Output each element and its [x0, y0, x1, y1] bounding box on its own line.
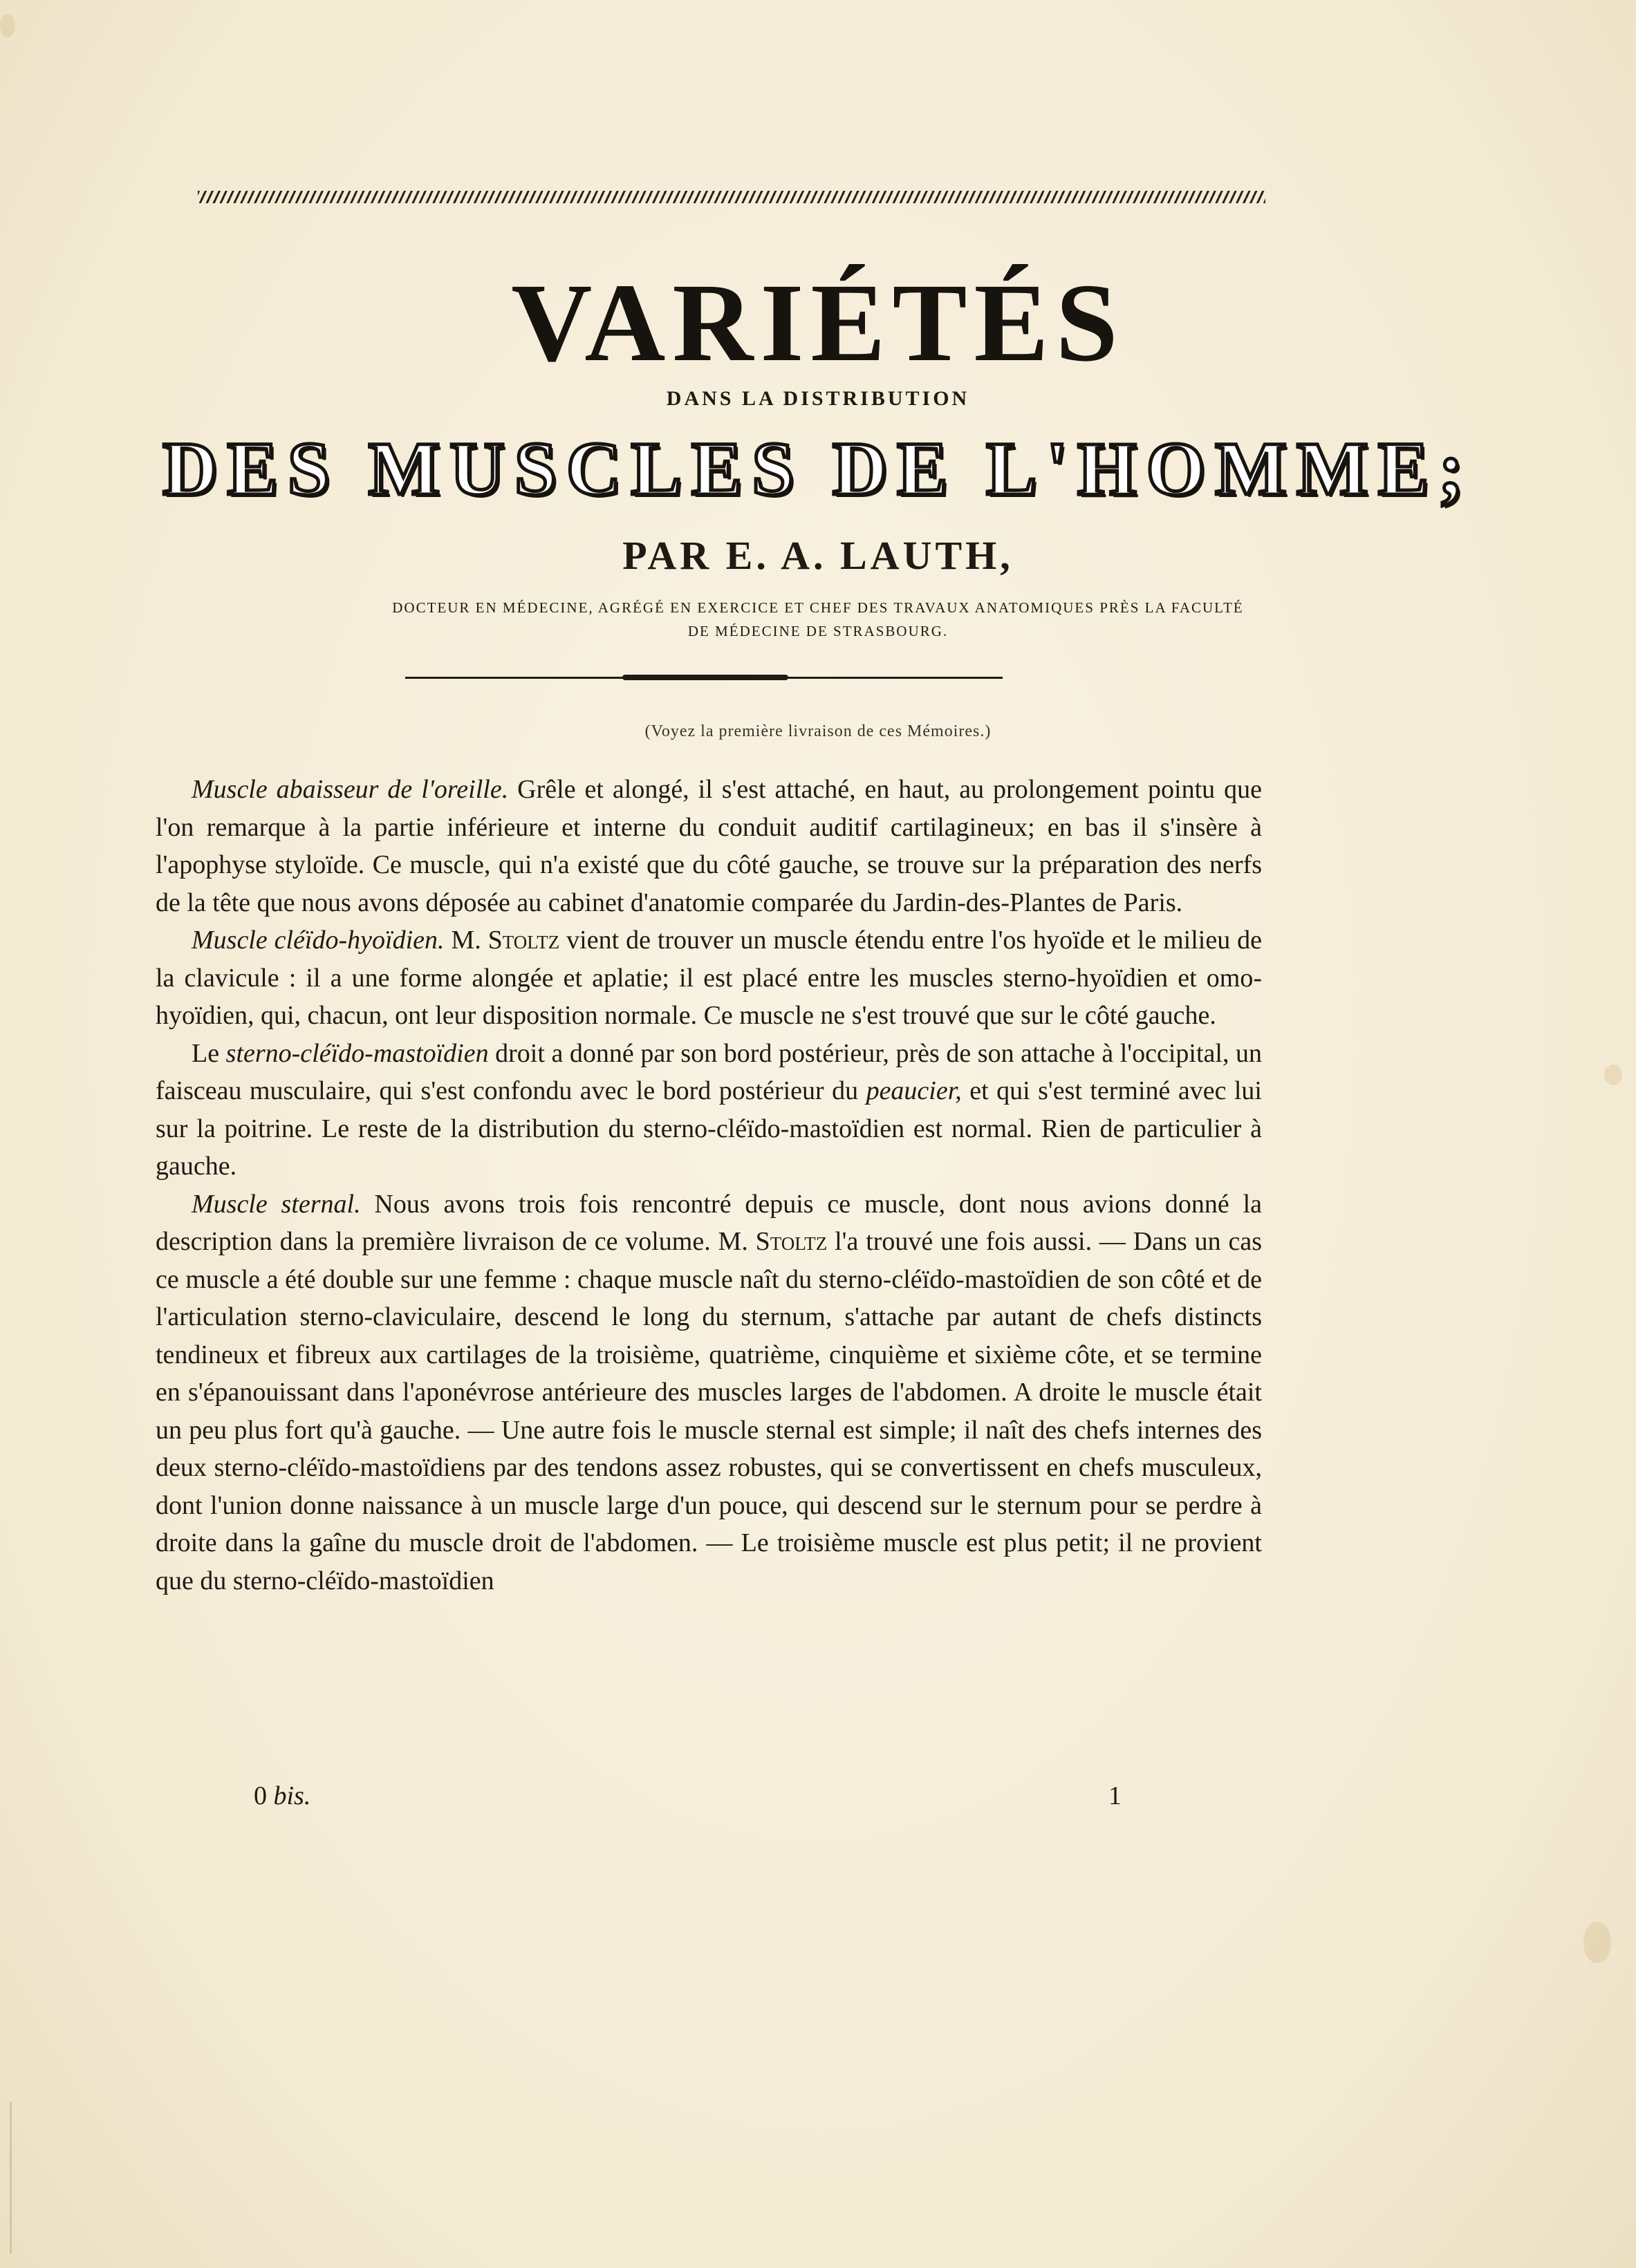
paragraph-abaisseur: [156, 771, 1262, 921]
paragraph-sternal: [156, 1185, 1262, 1600]
paragraph-text: et qui s'est terminé avec lui sur la poitrine. Le reste de la distribution du sterno-cléïdo-mastoïdien est normal. Rien de particulier à gauche.: [156, 1076, 1262, 1181]
page-subtitle: DANS LA DISTRIBUTION: [666, 387, 970, 410]
paragraph-lead: Muscle sternal.: [192, 1189, 361, 1219]
article-body: [156, 771, 1262, 1600]
divider-accent: [622, 675, 788, 680]
credentials-line-2: DE MÉDECINE DE STRASBOURG.: [687, 623, 949, 639]
author-name: Stoltz: [487, 926, 560, 955]
author-name: Stoltz: [755, 1227, 828, 1256]
paragraph-sterno-cleido: [156, 1035, 1262, 1185]
page-edge-mark: [10, 2101, 12, 2253]
page-number: 1: [1108, 1781, 1122, 1810]
author-line: PAR E. A. LAUTH,: [622, 533, 1014, 578]
foxing-stain: [1583, 1922, 1611, 1963]
credentials-line-1: DOCTEUR EN MÉDECINE, AGRÉGÉ EN EXERCICE ET CHEF DES TRAVAUX ANATOMIQUES PRÈS LA FACULTÉ: [392, 599, 1244, 616]
paragraph-text: l'a trouvé une fois aussi. — Dans un cas ce muscle a été double sur une femme : chaque muscle naît du sterno-cléïdo-mastoïdien de son côté et de l'articulation sterno-claviculaire, descend le long du sternum, s'attache par autant de chefs distincts tendineux et fibreux aux cartilages de la troisième, quatrième, cinquième et sixième côte, et se termine en s'épanouissant dans l'aponévrose antérieure des muscles larges de l'abdomen. A droite le muscle était un peu plus fort qu'à gauche. — Une autre fois le muscle sternal est simple; il naît des chefs internes des deux sterno-cléïdo-mastoïdiens par des tendons assez robustes, qui se convertissent en chefs musculeux, dont l'union donne naissance à un muscle large d'un pouce, qui descend sur le sternum pour se perdre à droite dans la gaîne du muscle droit de l'abdomen. — Le troisième muscle est plus petit; il ne provient que du sterno-cléïdo-mastoïdien: [156, 1227, 1262, 1595]
signature-mark: [254, 1781, 310, 1811]
paragraph-text: Grêle et alongé, il s'est attaché, en haut, au prolongement pointu que l'on remarque à la partie inférieure et interne du conduit auditif cartilagineux; en bas il s'insère à l'apophyse styloïde. Ce muscle, qui n'a existé que du côté gauche, se trouve sur la préparation des nerfs de la tête que nous avons déposée au cabinet d'anatomie comparée du Jardin-des-Plantes de Paris.: [156, 775, 1262, 917]
paragraph-text: Le: [192, 1038, 226, 1068]
signature-number: 0: [254, 1781, 267, 1810]
paragraph-text: Nous avons trois fois rencontré depuis ce muscle, dont nous avions donné la description dans la première livraison de ce volume. M.: [156, 1189, 1262, 1256]
foxing-stain: [1604, 1065, 1622, 1085]
paragraph-text: vient de trouver un muscle étendu entre l'os hyoïde et le milieu de la clavicule : il a une forme alongée et aplatie; il est placé entre les muscles sterno-hyoïdien et omo-hyoïdien, qui, chacun, ont leur disposition normale. Ce muscle ne s'est trouvé que sur le côté gauche.: [156, 926, 1262, 1030]
display-title: DES MUSCLES DE L'HOMME;: [162, 427, 1474, 511]
paragraph-lead: Muscle abaisseur de l'oreille.: [192, 775, 509, 804]
paragraph-text: M.: [444, 926, 488, 955]
anatomical-term: peaucier,: [866, 1076, 962, 1105]
ornamental-rule: [198, 191, 1265, 203]
reference-note: (Voyez la première livraison de ces Mémoires.): [644, 722, 992, 740]
paragraph-text: droit a donné par son bord postérieur, près de son attache à l'occipital, un faisceau musculaire, qui s'est confondu avec le bord postérieur du: [156, 1038, 1263, 1105]
paragraph-lead: Muscle cléïdo-hyoïdien.: [192, 926, 445, 955]
anatomical-term: sterno-cléïdo-mastoïdien: [225, 1038, 489, 1068]
author-credentials: [173, 596, 1463, 643]
page-title: VARIÉTÉS: [511, 261, 1125, 385]
paragraph-cleido-hyoidien: [156, 921, 1262, 1035]
foxing-stain: [0, 14, 15, 37]
signature-suffix: bis.: [273, 1781, 311, 1810]
